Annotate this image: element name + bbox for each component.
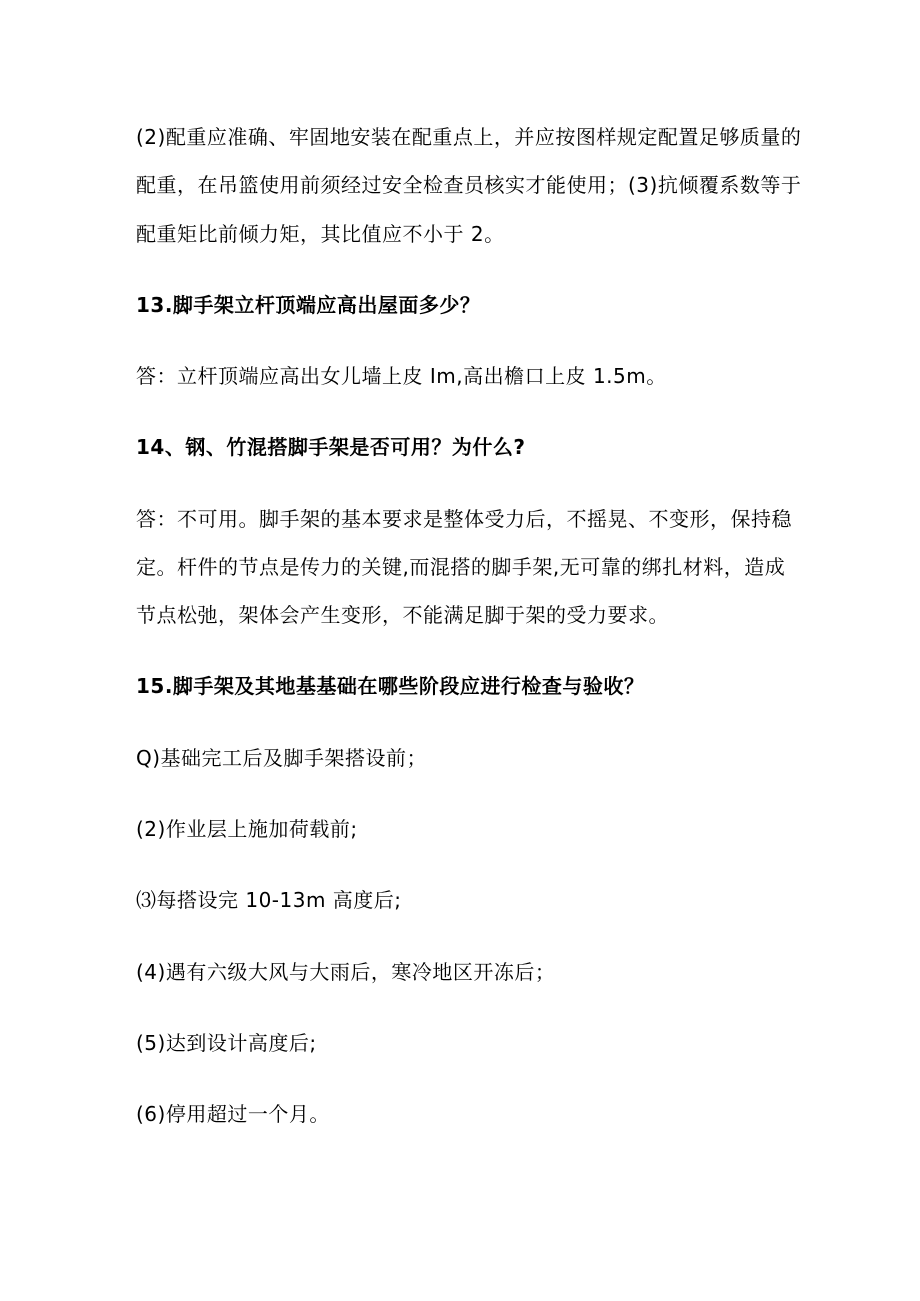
question-15-heading: 15.脚手架及其地基基础在哪些阶段应进行检查与验收？: [136, 674, 645, 698]
question-13-heading: 13.脚手架立杆顶端应高出屋面多少？: [136, 293, 481, 317]
question-14-answer-line-3: 节点松弛，架体会产生变形，不能满足脚于架的受力要求。: [136, 603, 669, 627]
intro-line-2: 配重，在吊篮使用前须经过安全检查员核实才能使用；(3)抗倾覆系数等于: [136, 173, 802, 197]
question-15-item-2: (2)作业层上施加荷载前;: [136, 817, 358, 841]
question-15-item-1: Q)基础完工后及脚手架搭设前；: [136, 746, 428, 770]
question-15-item-5: (5)达到设计高度后;: [136, 1031, 317, 1055]
question-14-answer-line-2: 定。杆件的节点是传力的关键,而混搭的脚手架,无可靠的绑扎材料，造成: [136, 555, 786, 579]
question-14-heading: 14、钢、竹混搭脚手架是否可用？为什么?: [136, 435, 526, 459]
question-15-item-4: (4)遇有六级大风与大雨后，寒冷地区开冻后；: [136, 960, 556, 984]
question-14-answer-line-1: 答：不可用。脚手架的基本要求是整体受力后，不摇晃、不变形，保持稳: [136, 507, 792, 531]
question-13-answer: 答：立杆顶端应高出女儿墙上皮 Im,高出檐口上皮 1.5m。: [136, 364, 667, 388]
question-15-item-6: (6)停用超过一个月。: [136, 1102, 330, 1126]
intro-line-3: 配重矩比前倾力矩，其比值应不小于 2。: [136, 222, 505, 246]
question-15-item-3: ⑶每搭设完 10-13m 高度后;: [136, 888, 402, 912]
intro-line-1: (2)配重应准确、牢固地安装在配重点上，并应按图样规定配置足够质量的: [136, 125, 802, 149]
